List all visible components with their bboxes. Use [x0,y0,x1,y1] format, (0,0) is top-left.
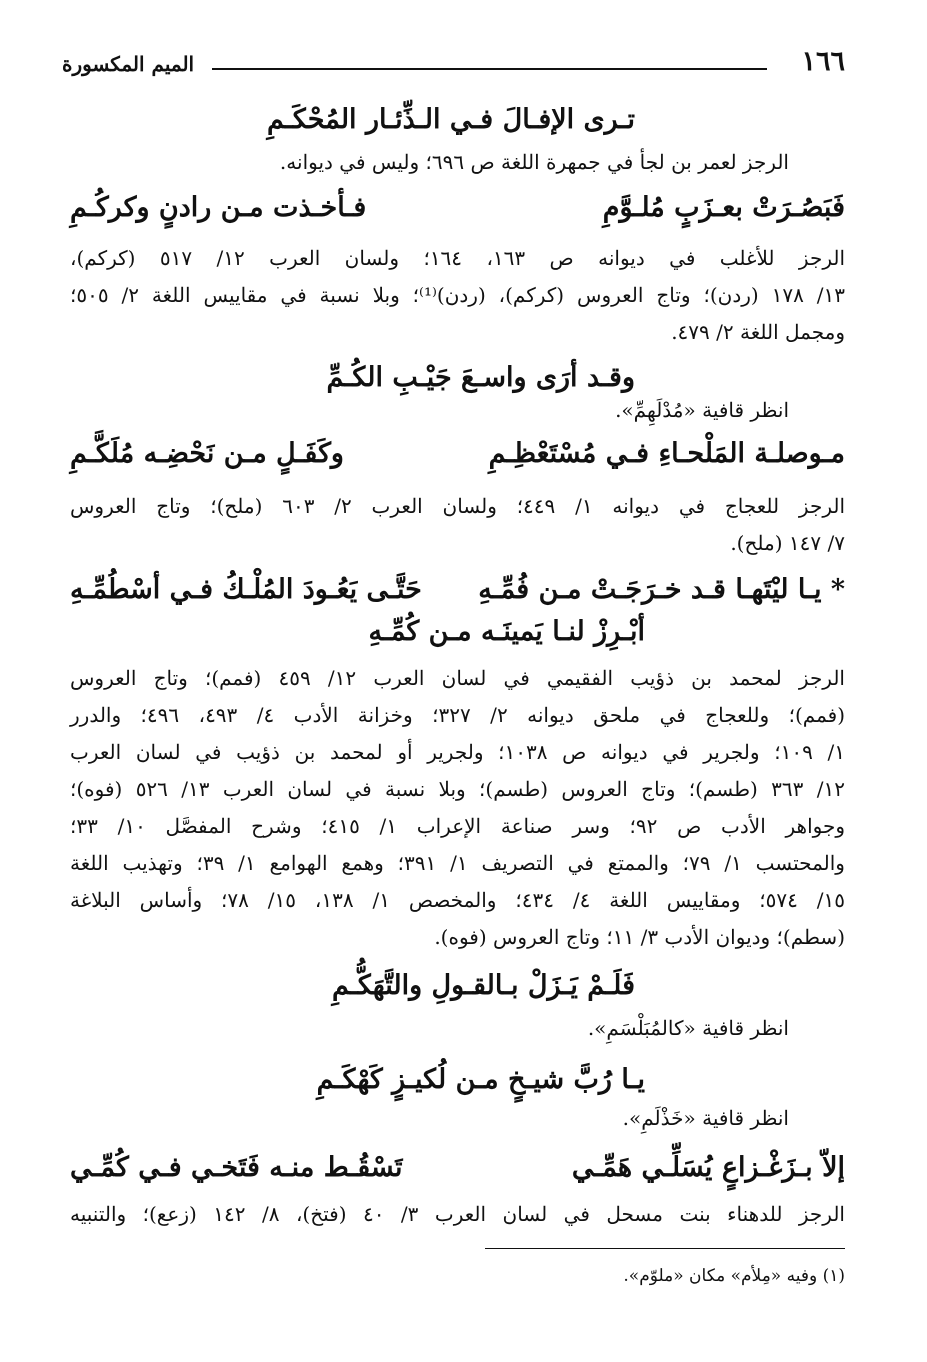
running-title: الميم المكسورة [62,52,195,76]
verse-line: فَلَـمْ يَـزَلْ بـالقـولِ والتَّهَكُّـمِ [331,970,635,1001]
prose-line: ومجمل اللغة ٢/ ٤٧٩. [671,320,845,344]
prose-line: ١٥/ ٥٧٤؛ ومقاييس اللغة ٤/ ٤٣٤؛ والمخصص ١/ ١٣٨، ١٥/ ٧٨؛ وأساس البلاغة [70,888,845,912]
prose-line: (فمم)؛ وللعجاج في ملحق ديوانه ٢/ ٣٢٧؛ وخزانة الأدب ٤/ ٤٩٣، ٤٩٦؛ والدرر [70,703,846,727]
prose-line: الرجز للعجاج في ديوانه ١/ ٤٤٩؛ ولسان العرب ٢/ ٦٠٣ (ملح)؛ وتاج العروس [70,494,845,518]
page-header [62,46,845,86]
verse-line: أبْـرِزْ لنـا يَمينَـه مـن كُمِّـهِ [368,616,645,647]
verse-hemistich: وكَفَـلٍ مـن نَحْضِـه مُلَكَّـمِ [70,438,344,469]
header-rule [212,68,767,70]
verse-line: يـا رُبَّ شيـخٍ مـن لُكيـزٍ كَهْكَـمِ [316,1064,645,1095]
prose-line: الرجز لمحمد بن ذؤيب الفقيمي في لسان العرب ١٢/ ٤٥٩ (فمم)؛ وتاج العروس [70,666,845,690]
prose-line: ١/ ١٠٩؛ ولجرير في ديوانه ص ١٠٣٨؛ ولجرير أو لمحمد بن ذؤيب في لسان العرب [70,740,845,764]
prose-line: (سطم)؛ وديوان الأدب ٣/ ١١؛ وتاج العروس (فوه). [434,925,845,949]
verse-hemistich: إلاّ بـزَغْـزاعٍ يُسَلِّـي هَمِّـي [571,1152,845,1183]
prose-line: ١٣/ ١٧٨ (ردن)؛ وتاج العروس (كركم)، (ردن)⁽¹⁾؛ وبلا نسبة في مقاييس اللغة ٢/ ٥٠٥؛ [70,283,845,307]
prose-line: الرجز للدهناء بنت مسحل في لسان العرب ٣/ ٤٠ (فتخ)، ٨/ ١٤٢ (زعع)؛ والتنبيه [70,1202,845,1226]
prose-line: والمحتسب ١/ ٧٩؛ والممتع في التصريف ١/ ٣٩١؛ وهمع الهوامع ١/ ٣٩؛ وتهذيب اللغة [70,851,845,875]
verse-hemistich: تَسْقُـط منـه فَتَخـي فـي كُمِّـي [70,1152,403,1183]
prose-line: الرجز لعمر بن لجأ في جمهرة اللغة ص ٦٩٦؛ وليس في ديوانه. [279,150,789,174]
verse-hemistich: فـأخـذت مـن رادنٍ وكركُـمِ [70,192,367,223]
prose-line: انظر قافية «مُدْلَهِمِّ». [615,398,789,422]
verse-hemistich: فَبَصُـرَتْ بعـزَبٍ مُلـوَّمِ [602,192,845,223]
prose-line: انظر قافية «خَذْلَمِ». [622,1106,789,1130]
prose-line: الرجز للأغلب في ديوانه ص ١٦٣، ١٦٤؛ ولسان العرب ١٢/ ٥١٧ (كركم)، [70,246,846,270]
prose-line: انظر قافية «كالمُبَلْسَمِ». [587,1016,789,1040]
page-number: ١٦٦ [801,46,845,77]
prose-line: ١٢/ ٣٦٣ (طسم)؛ وتاج العروس (طسم)؛ وبلا نسبة في لسان العرب ١٣/ ٥٢٦ (فوه)؛ [70,777,845,801]
verse-line: تـرى الإفـالَ فـي الـذِّئـار المُحْكَـمِ [267,104,635,135]
prose-line: ٧/ ١٤٧ (ملح). [730,531,845,555]
verse-line: وقـد أرَى واسـعَ جَيْـبِ الكُـمِّ [326,362,635,393]
verse-hemistich: حَتَّـى يَعُـودَ المُلْـكُ فـي أسْطُمِّـهِ [70,574,422,605]
prose-line: وجواهر الأدب ص ٩٢؛ وسر صناعة الإعراب ١/ ٤١٥؛ وشرح المفصَّل ١٠/ ٣٣؛ [70,814,845,838]
footnote-rule [485,1248,845,1249]
footnote: (١) وفيه «مِلأم» مكان «ملوّم». [623,1266,845,1286]
verse-hemistich: * يـا ليْتَهـا قـد خـرَجَـتْ مـن فُمِّـهِ [478,574,845,605]
verse-hemistich: مـوصلـة المَلْحـاءِ فـي مُسْتَعْظِـمِ [488,438,845,469]
